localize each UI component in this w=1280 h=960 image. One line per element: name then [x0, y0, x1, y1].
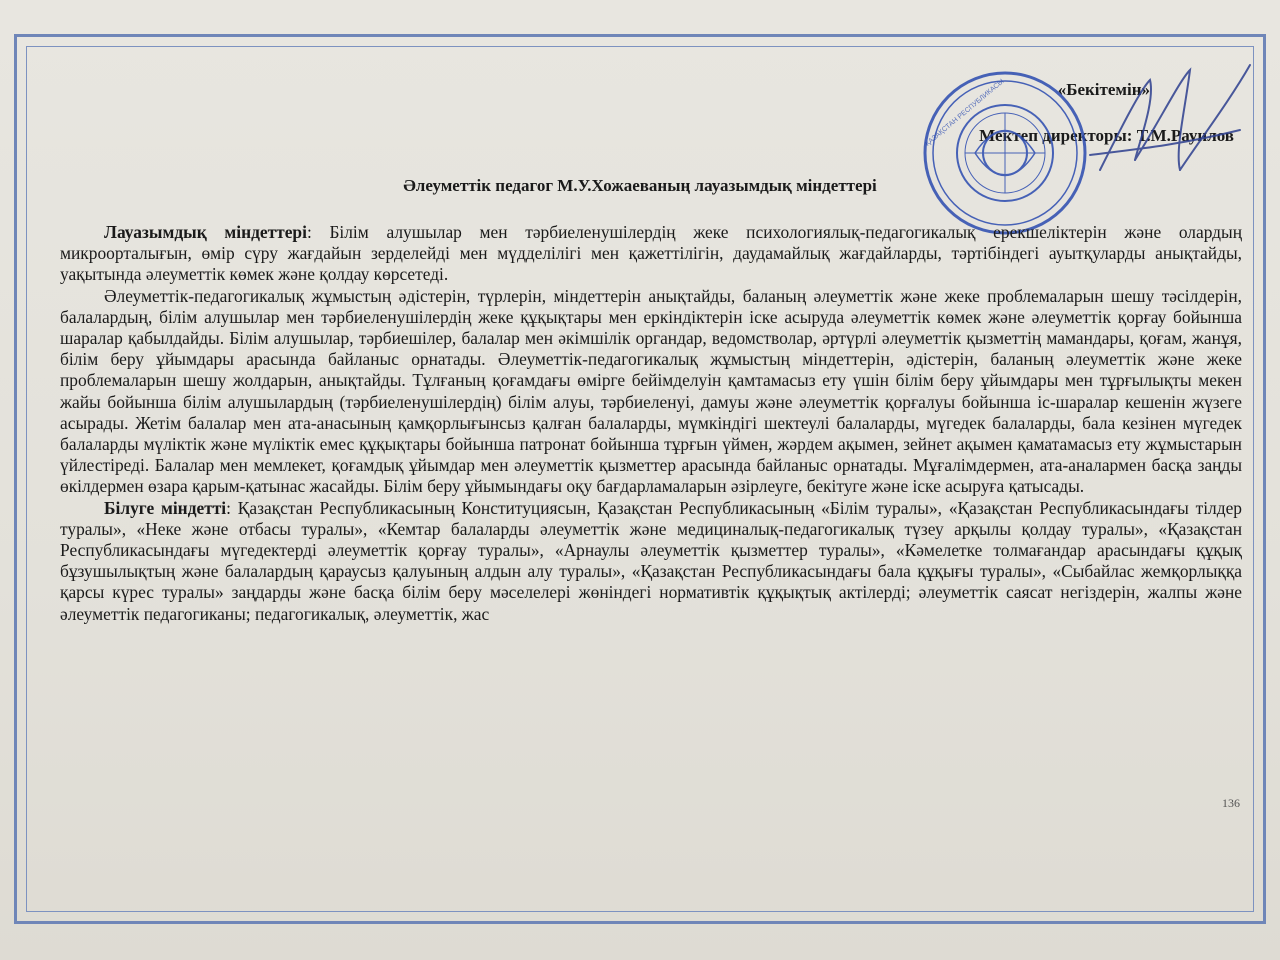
knowledge-heading: Білуге міндетті	[104, 497, 227, 518]
duties-paragraph-2: Әлеуметтік-педагогикалық жұмыстың әдістерін, түрлерін, міндеттерін анықтайды, баланың әлеуметтік және жеке проблемаларын шешу тәсілдерін, балалардың, білім алушылар мен тәрбиеленушілердің жеке құқықтары мен еркіндіктерін іске асыруда әлеуметтік көмек және әлеуметтік қорғау бойынша шаралар қабылдайды. Білім алушылар, тәрбиешілер, балалар мен әкімшілік органдар, ведомстволар, әртүрлі әлеуметтік қызметтің мамандары, қоғам, жанұя, білім беру ұйымдары арасында байланыс орнатады. Әлеуметтік-педагогикалық жұмыстың міндеттерін, әдістерін, баланың әлеуметтік және жеке проблемаларын шешу жолдарын, анықтайды. Тұлғаның қоғамдағы өмірге бейімделуін қамтамасыз ету үшін білім беру ұйымдары мен тұрғылықты мекен жайы бойынша білім алушылардың (тәрбиеленушілердің) білім алуы, тәрбиеленуі, дамуы және әлеуметтік қорғалуы бойынша іс-шаралар кешенін жүзеге асырады. Жетім балалар мен ата-анасының қамқорлығынсыз қалған балаларды, мүмкіндігі шектеулі балаларды, мүгедек балаларды, бала кезінен мүгедек балаларды мүліктік және мүліктік емес құқықтары бойынша патронат бойынша тұрғын үймен, жәрдем ақымен, зейнет ақымен қаматамасыз ету жұмыстарын үйлестіреді. Балалар мен мемлекет, қоғамдық ұйымдар мен әлеуметтік қызметтер арасында байланыс орнатады. Мұғалімдермен, ата-аналармен басқа заңды өкілдермен өзара қарым-қатынас жасайды. Білім беру ұйымындағы оқу бағдарламаларын әзірлеуге, бекітуге және іске асыруға қатысады.	[60, 285, 1242, 497]
knowledge-paragraph	[60, 498, 1242, 625]
page-number: 136	[1222, 796, 1240, 810]
approval-label: «Бекітемін»	[1057, 80, 1150, 99]
duties-paragraph-1	[60, 222, 1242, 286]
duties-heading: Лауазымдық міндеттері	[104, 222, 307, 242]
duties-text-1: : Білім алушылар мен тәрбиеленушілердің жеке психологиялық-педагогикалық ерекшеліктерін және олардың микроорталығын, өмір сүру жағдайын зерделейді мен мүдделілігі мен қажеттілігін, даудамайлық жағдайларды, тәртібіндегі ауытқуларды анықтайды, уақытында әлеуметтік көмек және қолдау көрсетеді.	[60, 222, 1242, 285]
director-line: Мектеп директоры: Т.М.Рауилов	[979, 126, 1234, 145]
official-stamp	[920, 68, 1090, 238]
svg-text:ҚАЗАҚСТАН РЕСПУБЛИКАСЫ: ҚАЗАҚСТАН РЕСПУБЛИКАСЫ	[924, 78, 1006, 148]
director-signature	[1080, 60, 1270, 190]
document-title: Әлеуметтік педагог М.У.Хожаеваның лауазымдық міндеттері	[403, 176, 877, 195]
knowledge-text: : Қазақстан Республикасының Конституциясын, Қазақстан Республикасының «Білім туралы», «Қазақстан Республикасындағы тілдер туралы», «Неке және отбасы туралы», «Кемтар балаларды әлеуметтік және медициналық-педагогикалық түзеу арқылы қолдау туралы», «Қазақстан Республикасындағы мүгедектерді әлеуметтік қорғау туралы», «Арнаулы әлеуметтік қызметтер туралы», «Кәмелетке толмағандар арасындағы құқық бұзушылықтың және балалардың қараусыз қалуының алдын алу туралы», «Қазақстан Республикасындағы бала құқығы туралы», «Сыбайлас жемқорлыққа қарсы күрес туралы» заңдарды және басқа білім беру мәселелері жөніндегі нормативтік құқықтық актілерді; әлеуметтік саясат негіздерін, жалпы және әлеуметтік педагогиканы; педагогикалық, әлеуметтік, жас	[60, 497, 1242, 624]
document-body	[60, 222, 1242, 625]
